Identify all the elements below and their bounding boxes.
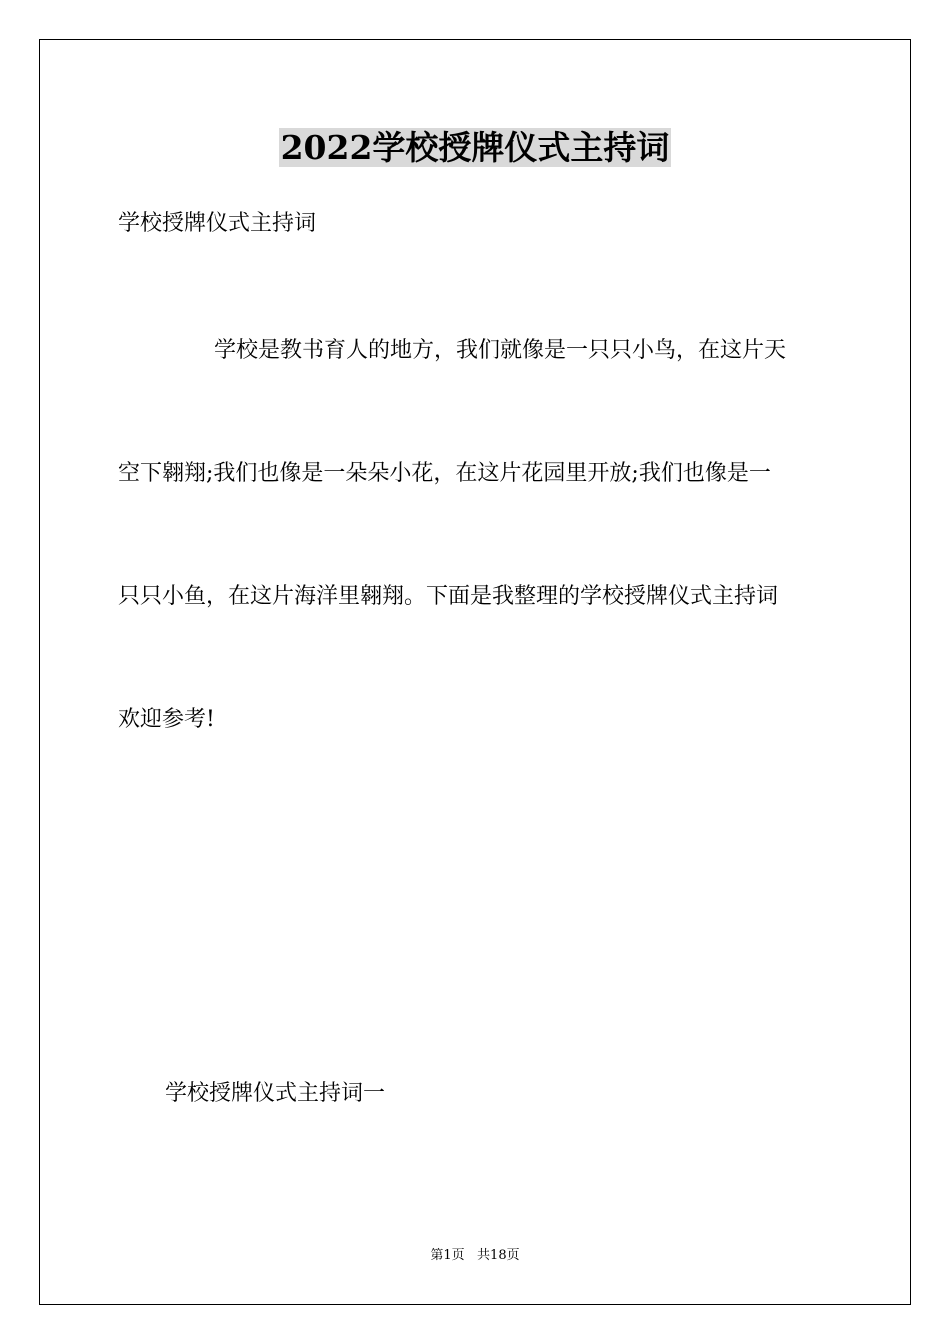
paragraph-line-4: 欢迎参考! [118,707,215,732]
paragraph-line-1: 学校是教书育人的地方，我们就像是一只只小鸟，在这片天 [214,338,787,363]
section-heading: 学校授牌仪式主持词一 [165,1081,386,1106]
document-title [0,125,950,171]
document-subtitle: 学校授牌仪式主持词 [118,211,317,236]
page-footer: 第1页 共18页 [430,1248,520,1263]
paragraph-line-3: 只只小鱼，在这片海洋里翱翔。下面是我整理的学校授牌仪式主持词 [118,584,779,609]
document-title-text: 2022学校授牌仪式主持词 [280,128,670,167]
paragraph-line-2: 空下翱翔;我们也像是一朵朵小花，在这片花园里开放;我们也像是一 [118,461,771,486]
